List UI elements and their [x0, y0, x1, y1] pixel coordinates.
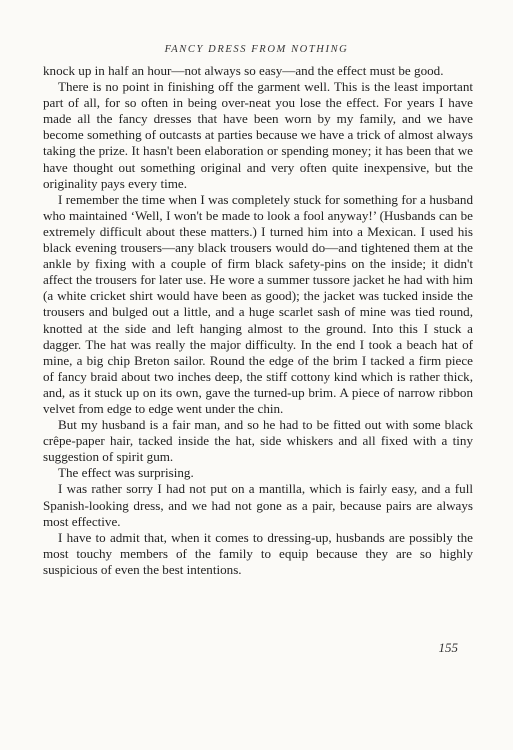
- paragraph: There is no point in finishing off the garment well. This is the least important part of all, for so often in being over-neat you lose the effect. For years I have made all the fancy dresses that have been worn by my family, and we have become something of outcasts at parties because we have a trick of almost always taking the prize. It hasn't been elaboration or spending money; it has been that we have thought out something original and very often quite inexpensive, but the originality pays every time.: [43, 79, 473, 191]
- paragraph-continuation: knock up in half an hour—not always so easy—and the effect must be good.: [43, 63, 444, 78]
- running-head: FANCY DRESS FROM NOTHING: [164, 44, 349, 55]
- paragraph: The effect was surprising.: [58, 465, 194, 481]
- paragraph: But my husband is a fair man, and so he had to be fitted out with some black crêpe-paper hair, tacked inside the hat, side whiskers and all fixed with a tiny suggestion of spirit gum.: [43, 417, 473, 465]
- page-number: 155: [438, 640, 458, 655]
- paragraph: I have to admit that, when it comes to dressing-up, husbands are possibly the most touchy members of the family to equip because they are so highly suspicious of even the best intentions.: [43, 529, 473, 577]
- paragraph: I remember the time when I was completely stuck for something for a husband who maintained ‘Well, I won't be made to look a fool anyway!’ (Husbands can be extremely difficult about these matters.) I turned him into a Mexican. I used his black evening trousers—any black trousers would do—and tightened them at the ankle by fixing with a couple of firm black safety-pins on the inside; it didn't affect the trousers for later use. He wore a summer tussore jacket he had with him (a white cricket shirt would have been as good); the jacket was tucked inside the trousers and bulged out a little, and a huge scarlet sash of mine was tied round, knotted at the side and left hanging almost to the ground. Into this I stuck a dagger. The hat was really the major difficulty. In the end I took a beach hat of mine, a big chip Breton sailor. Round the edge of the brim I tacked a firm piece of fancy braid about two inches deep, the stiff cottony kind which is rather thick, and, as it stuck up on its own, gave the turned-up brim. A piece of narrow ribbon velvet from edge to edge went under the chin.: [43, 191, 473, 416]
- paragraph: I was rather sorry I had not put on a mantilla, which is fairly easy, and a full Spanish-looking dress, and we had not gone as a pair, because pairs are always most effective.: [43, 481, 473, 529]
- body-text: [43, 63, 473, 578]
